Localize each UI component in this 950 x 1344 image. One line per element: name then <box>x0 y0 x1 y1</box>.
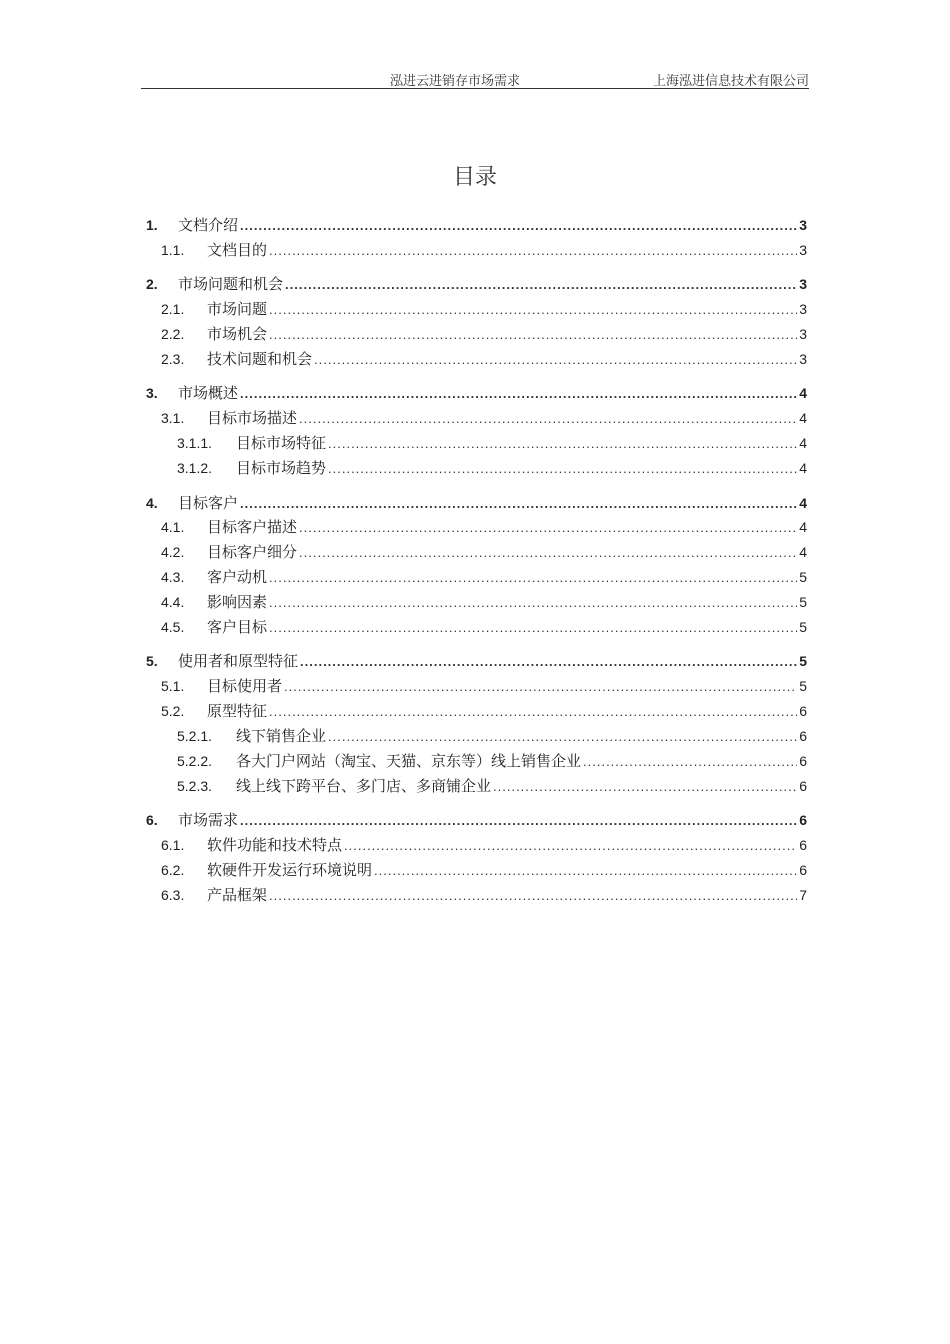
toc-entry-title: 原型特征 <box>207 702 268 721</box>
toc-dot-leader <box>314 352 797 367</box>
toc-entry-number: 4.5. <box>161 619 185 635</box>
toc-entry-page: 6 <box>799 862 807 879</box>
toc-entry[interactable] <box>146 323 807 345</box>
toc-entry-number: 6.2. <box>161 862 185 879</box>
toc-entry-page: 4 <box>799 544 807 561</box>
toc-entry[interactable] <box>146 775 807 797</box>
toc-dot-leader <box>269 243 797 258</box>
toc-entry-page: 6 <box>799 837 807 854</box>
toc-entry-title: 目标市场描述 <box>207 409 298 428</box>
toc-dot-leader <box>269 302 797 317</box>
toc-entry-title: 各大门户网站（淘宝、天猫、京东等）线上销售企业 <box>236 752 582 770</box>
toc-entry[interactable] <box>146 566 807 588</box>
toc-entry-title: 客户动机 <box>207 568 268 587</box>
toc-dot-leader <box>299 520 797 535</box>
toc-entry-number: 5.2.1. <box>177 728 213 745</box>
toc-entry-title: 文档目的 <box>207 240 268 259</box>
toc-dot-leader <box>269 704 797 719</box>
toc-entry-number: 6. <box>146 812 158 829</box>
toc-entry-number: 4.3. <box>161 569 185 586</box>
toc-dot-leader <box>269 595 797 610</box>
toc-entry-number: 3.1.2. <box>177 460 213 477</box>
toc-entry[interactable] <box>146 541 807 563</box>
toc-dot-leader <box>240 813 797 828</box>
toc-dot-leader <box>269 888 797 903</box>
page-header <box>141 70 809 89</box>
toc-entry-number: 3.1. <box>161 410 185 427</box>
toc-entry[interactable] <box>146 239 807 261</box>
toc-entry-page: 5 <box>799 619 807 635</box>
toc-entry-title: 市场概述 <box>178 384 239 403</box>
toc-entry[interactable] <box>146 457 807 479</box>
toc-entry-page: 4 <box>799 460 807 477</box>
toc-entry[interactable] <box>146 348 807 370</box>
toc-dot-leader <box>328 461 797 476</box>
toc-entry-number: 2.3. <box>161 351 185 367</box>
toc-entry-page: 4 <box>799 435 807 452</box>
toc-entry-page: 6 <box>799 753 807 769</box>
toc-entry-number: 4.1. <box>161 519 185 536</box>
header-company: 上海泓进信息技术有限公司 <box>652 74 809 89</box>
toc-entry[interactable] <box>146 750 807 772</box>
toc-entry-title: 技术问题和机会 <box>207 350 313 368</box>
toc-entry-title: 客户目标 <box>207 618 268 636</box>
toc-dot-leader <box>269 620 797 635</box>
toc-entry-page: 3 <box>799 351 807 367</box>
toc-entry-page: 3 <box>799 276 807 293</box>
toc-entry-number: 5.2.3. <box>177 777 213 794</box>
toc-entry[interactable] <box>146 591 807 613</box>
toc-entry[interactable] <box>146 273 807 295</box>
toc-entry-page: 3 <box>799 241 807 258</box>
toc-entry[interactable] <box>146 616 807 638</box>
toc-entry-title: 目标客户细分 <box>207 543 298 562</box>
toc-entry-number: 1.1. <box>161 241 185 258</box>
toc-entry-number: 1. <box>146 217 158 233</box>
toc-entry-title: 目标使用者 <box>207 677 283 696</box>
toc-entry[interactable] <box>146 675 807 697</box>
toc-dot-leader <box>240 386 797 401</box>
toc-entry-title: 市场问题和机会 <box>178 275 284 294</box>
toc-entry[interactable] <box>146 214 807 236</box>
toc-entry-page: 7 <box>799 887 807 903</box>
toc-entry[interactable] <box>146 516 807 538</box>
toc-dot-leader <box>269 327 797 342</box>
toc-dot-leader <box>374 863 797 878</box>
toc-entry-title: 产品框架 <box>207 886 268 904</box>
toc-entry-page: 5 <box>799 594 807 611</box>
toc-entry-title: 市场机会 <box>207 325 268 344</box>
toc-entry[interactable] <box>146 809 807 831</box>
toc-entry-number: 4.2. <box>161 544 185 561</box>
toc-entry[interactable] <box>146 407 807 429</box>
toc-entry[interactable] <box>146 298 807 320</box>
toc-entry-page: 3 <box>799 217 807 233</box>
toc-entry-page: 6 <box>799 812 807 829</box>
toc-entry-title: 目标客户描述 <box>207 518 298 537</box>
toc-title: 目录 <box>452 165 497 190</box>
toc-entry-title: 目标市场特征 <box>236 434 327 453</box>
toc-dot-leader <box>583 754 797 769</box>
toc-dot-leader <box>299 411 797 426</box>
toc-entry-page: 6 <box>799 777 807 794</box>
toc-entry-page: 5 <box>799 653 807 670</box>
toc-entry-number: 2.1. <box>161 301 185 318</box>
toc-entry-number: 2.2. <box>161 326 185 343</box>
toc-entry-page: 5 <box>799 678 807 695</box>
toc-entry-title: 影响因素 <box>207 593 268 612</box>
toc-dot-leader <box>300 654 797 669</box>
toc-dot-leader <box>240 218 797 233</box>
toc-entry-title: 市场问题 <box>207 300 268 319</box>
toc-entry-title: 使用者和原型特征 <box>178 652 299 671</box>
toc-entry[interactable] <box>146 725 807 747</box>
toc-entry-title: 文档介绍 <box>178 216 239 234</box>
toc-entry-title: 市场需求 <box>178 811 239 830</box>
toc-entry[interactable] <box>146 432 807 454</box>
toc-dot-leader <box>240 496 797 511</box>
toc-entry[interactable] <box>146 650 807 672</box>
toc-entry-title: 线上线下跨平台、多门店、多商铺企业 <box>236 776 492 795</box>
toc-entry[interactable] <box>146 382 807 404</box>
toc-entry-number: 5.2. <box>161 703 185 720</box>
toc-entry-number: 5.2.2. <box>177 753 213 769</box>
toc-entry[interactable] <box>146 492 807 514</box>
toc-entry-page: 4 <box>799 519 807 536</box>
toc-entry-title: 软件功能和技术特点 <box>207 836 343 855</box>
toc-dot-leader <box>328 436 797 451</box>
toc-entry-title: 目标客户 <box>178 493 239 512</box>
toc-entry-page: 6 <box>799 703 807 720</box>
toc-entry[interactable] <box>146 884 807 906</box>
toc-entry[interactable] <box>146 859 807 881</box>
toc-entry-number: 3.1.1. <box>177 435 213 452</box>
toc-entry-page: 4 <box>799 385 807 402</box>
toc-entry-number: 2. <box>146 276 158 293</box>
toc-dot-leader <box>299 545 797 560</box>
toc-entry-title: 线下销售企业 <box>236 727 327 746</box>
header-doc-title: 泓进云进销存市场需求 <box>390 74 521 89</box>
toc-entry-page: 6 <box>799 728 807 745</box>
toc-entry-page: 3 <box>799 326 807 343</box>
toc-entry-page: 4 <box>799 494 807 511</box>
toc-dot-leader <box>344 838 797 853</box>
toc-entry-number: 6.3. <box>161 887 185 903</box>
toc-entry-title: 软硬件开发运行环境说明 <box>207 861 373 880</box>
toc-dot-leader <box>269 570 797 585</box>
toc-entry-number: 6.1. <box>161 837 185 854</box>
toc-dot-leader <box>285 277 797 292</box>
toc-entry-number: 5.1. <box>161 678 185 695</box>
toc-entry-page: 3 <box>799 301 807 318</box>
toc-dot-leader <box>284 679 797 694</box>
toc-entry-number: 3. <box>146 385 158 402</box>
toc-dot-leader <box>328 729 797 744</box>
toc-entry-number: 4.4. <box>161 594 185 611</box>
toc-entry[interactable] <box>146 700 807 722</box>
toc-entry-page: 5 <box>799 569 807 586</box>
toc-entry[interactable] <box>146 834 807 856</box>
toc-entry-title: 目标市场趋势 <box>236 459 327 478</box>
toc-entry-page: 4 <box>799 410 807 427</box>
toc-dot-leader <box>493 779 797 794</box>
toc-entry-number: 5. <box>146 653 158 670</box>
toc-entry-number: 4. <box>146 494 158 511</box>
